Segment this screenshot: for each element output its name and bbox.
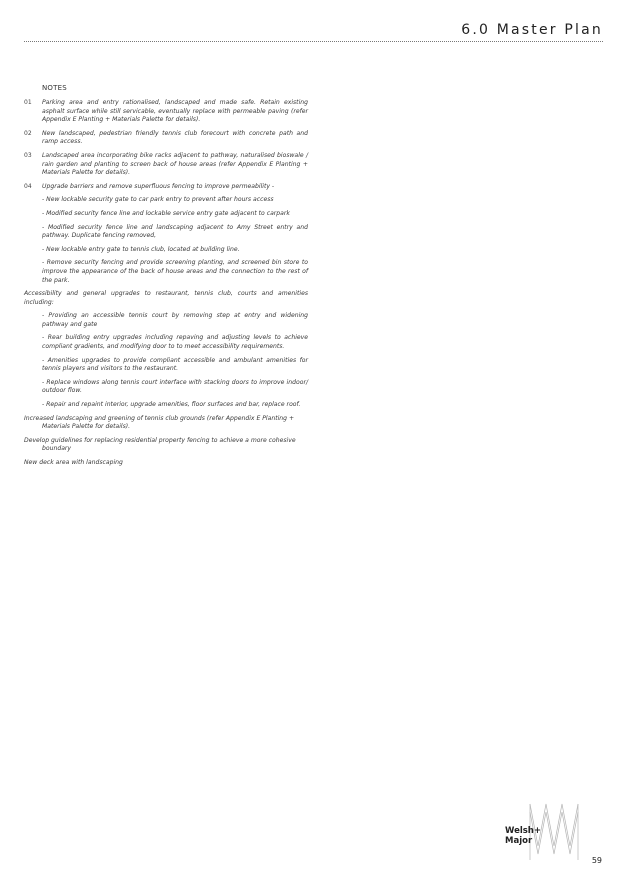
landscaping-note-line1: Increased landscaping and greening of tennis club grounds (refer Appendix E Planting + bbox=[24, 414, 295, 422]
accessibility-item: - Providing an accessible tennis court by removing step at entry and widening pathway and gate bbox=[42, 312, 308, 328]
landscaping-note bbox=[24, 415, 308, 432]
note-number: 02 bbox=[24, 129, 32, 137]
note-sub-item: - Modified security fence line and landscaping adjacent to Amy Street entry and pathway. Duplicate fencing removed, bbox=[42, 223, 308, 240]
note-sub-item: - New lockable security gate to car park entry to prevent after hours access bbox=[42, 196, 274, 204]
note-sub-item: - New lockable entry gate to tennis club, located at building line. bbox=[42, 245, 240, 253]
accessibility-item: - Rear building entry upgrades including repaving and adjusting levels to achieve compliant gradients, and modifying door to to meet accessibility requirements. bbox=[42, 334, 308, 351]
guidelines-note-line1: Develop guidelines for replacing residential property fencing to achieve a more cohesive bbox=[24, 436, 296, 444]
guidelines-note bbox=[24, 437, 308, 454]
logo-line-1: Welsh+ bbox=[505, 826, 541, 836]
note-sub-item: - Remove security fencing and provide screening planting, and screened bin store to improve the appearance of the back of house areas and the connection to the rest of the park. bbox=[42, 259, 308, 284]
note-text: Parking area and entry rationalised, landscaped and made safe. Retain existing asphalt surface while still servicable, eventually replace with permeable paving (refer Appendix E Planting + Materials Palette for details). bbox=[42, 99, 308, 124]
note-item bbox=[24, 99, 308, 125]
note-number: 03 bbox=[24, 151, 32, 159]
deck-note: New deck area with landscaping bbox=[24, 459, 123, 466]
guidelines-note-line2: boundary bbox=[42, 445, 72, 453]
note-number: 04 bbox=[24, 182, 32, 190]
note-item bbox=[24, 183, 308, 192]
accessibility-item: - Replace windows along tennis court interface with stacking doors to improve indoor/ outdoor flow. bbox=[42, 378, 308, 395]
note-item bbox=[24, 130, 308, 147]
accessibility-heading: Accessibility and general upgrades to restaurant, tennis club, courts and amenities including: bbox=[24, 290, 308, 306]
page-number: 59 bbox=[591, 856, 602, 865]
notes-heading: NOTES bbox=[42, 84, 67, 92]
accessibility-item: - Repair and repaint interior, upgrade amenities, floor surfaces and bar, replace roof. bbox=[42, 401, 301, 409]
page-section-title: 6.0 Master Plan bbox=[461, 22, 603, 38]
note-text: Landscaped area incorporating bike racks adjacent to pathway, naturalised bioswale / rain garden and planting to screen back of house areas (refer Appendix E Planting + Materials Palette for details). bbox=[42, 151, 308, 177]
notes-list bbox=[24, 99, 308, 473]
logo-wordmark bbox=[505, 827, 541, 846]
note-sub-item: - Modified security fence line and lockable service entry gate adjacent to carpark bbox=[42, 209, 290, 217]
note-text: Upgrade barriers and remove superfluous fencing to improve permeability - bbox=[42, 182, 275, 190]
logo-line-2: Major bbox=[505, 835, 533, 846]
accessibility-item: - Amenities upgrades to provide compliant accessible and ambulant amenities for tennis players and visitors to the restaurant. bbox=[42, 356, 308, 373]
note-item bbox=[24, 152, 308, 178]
header-divider bbox=[24, 41, 603, 42]
note-text: New landscaped, pedestrian friendly tennis club forecourt with concrete path and ramp access. bbox=[42, 129, 308, 146]
note-number: 01 bbox=[24, 99, 32, 106]
landscaping-note-line2: Materials Palette for details). bbox=[42, 423, 131, 431]
